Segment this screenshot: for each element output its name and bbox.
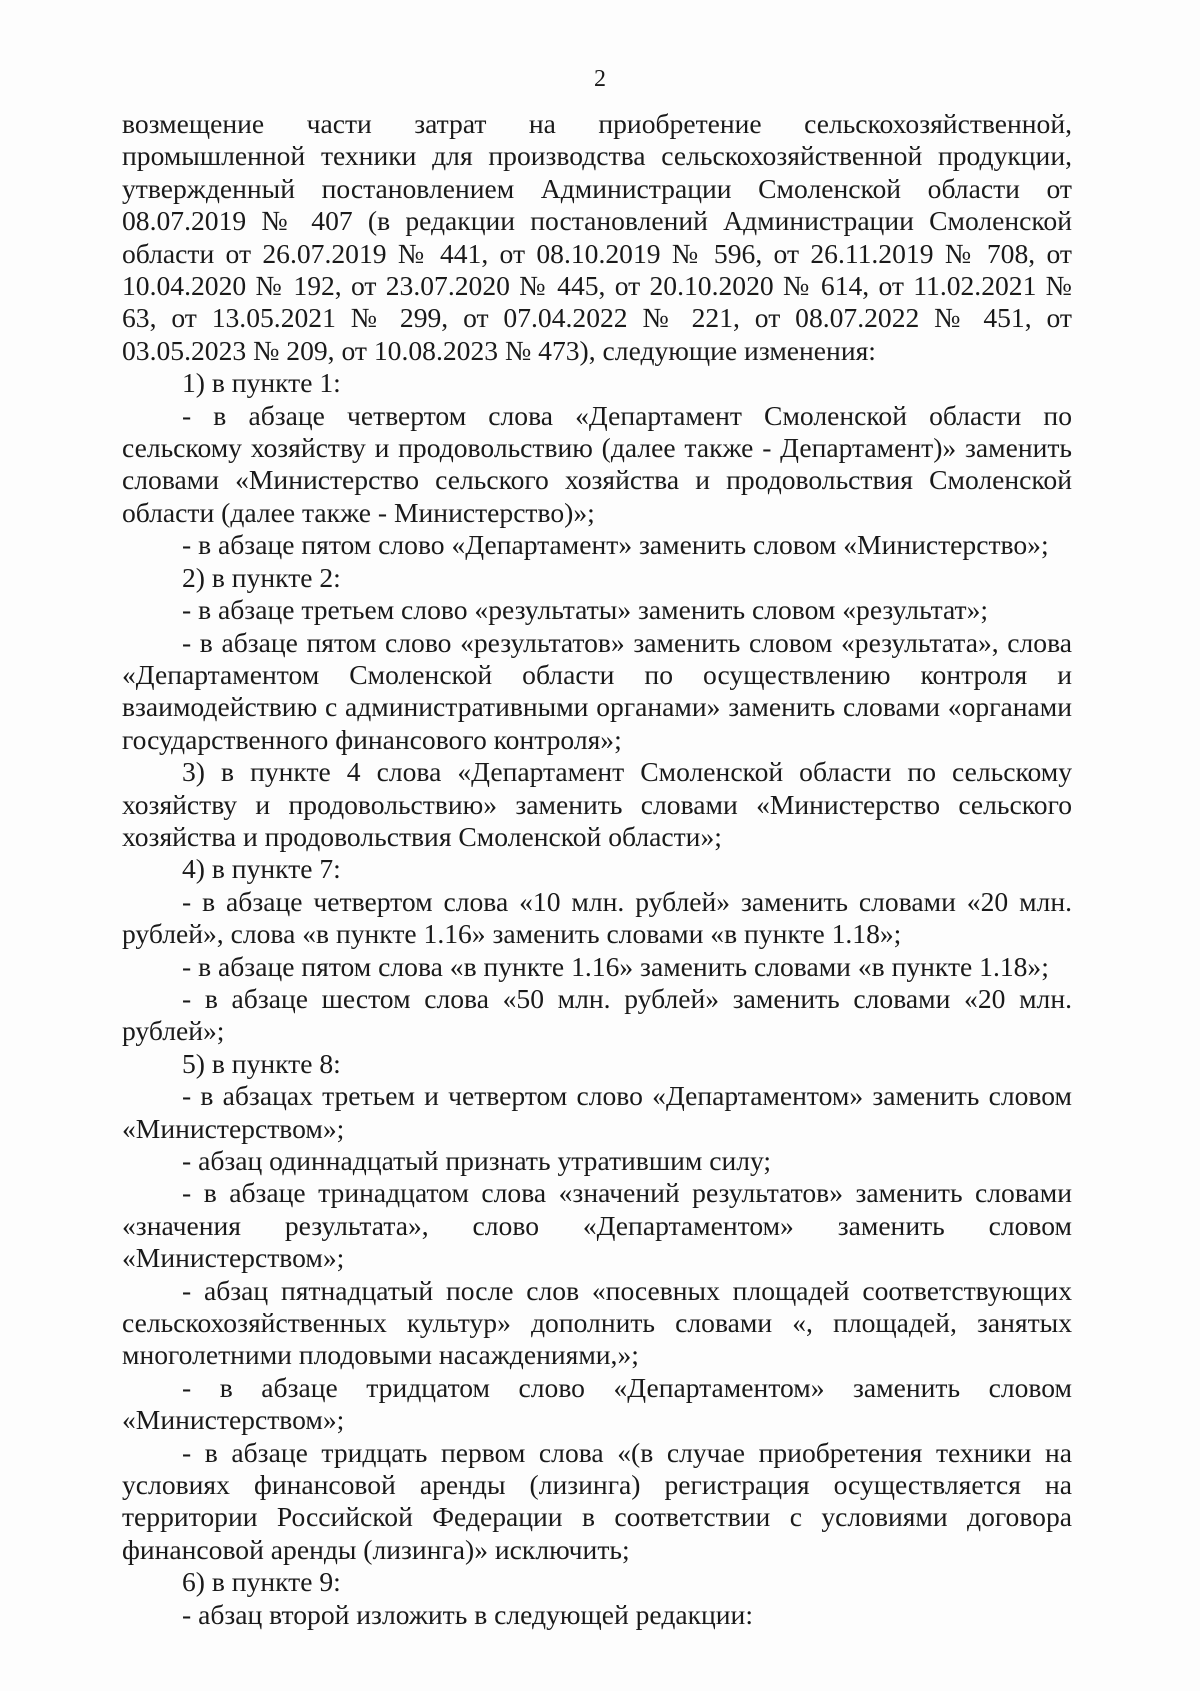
paragraph-item-6-sub-1: - абзац второй изложить в следующей редакции: [182,1598,753,1630]
page-number: 2 [594,66,606,92]
paragraph-item-4-sub-1: - в абзаце четвертом слова «10 млн. рублей» заменить словами «20 млн. рублей», слова «в пункте 1.16» заменить словами «в пункте 1.18»; [122,885,1072,950]
paragraph-item-5-sub-1: - в абзацах третьем и четвертом слово «Департаментом» заменить словом «Министерством»; [122,1080,1072,1144]
paragraph-item-5: 5) в пункте 8: [182,1047,341,1079]
paragraph-preamble: возмещение части затрат на приобретение сельскохозяйственной, промышленной техники для производства сельскохозяйственной продукции, утвержденный постановлением Администрации Смоленской области от 08.07.2019 № 407 (в редакции постановлений Администрации Смоленской области от 26.07.2019 № 441, от 08.10.2019 № 596, от 26.11.2019 № 708, от 10.04.2020 № 192, от 23.07.2020 № 445, от 20.10.2020 № 614, от 11.02.2021 № 63, от 13.05.2021 № 299, от 07.04.2022 № 221, от 08.07.2022 № 451, от 03.05.2023 № 209, от 10.08.2023 № 473), следующие изменения: [122,108,1072,366]
paragraph-item-2-sub-2: - в абзаце пятом слово «результатов» заменить словом «результата», слова «Департаментом Смоленской области по осуществлению контроля и взаимодействию с административными органами» заменить словами «органами государственного финансового контроля»; [122,626,1072,755]
paragraph-item-1-sub-2: - в абзаце пятом слово «Департамент» заменить словом «Министерство»; [182,529,1049,561]
paragraph-item-5-sub-3: - в абзаце тринадцатом слова «значений результатов» заменить словами «значения результата», слово «Департаментом» заменить словом «Министерством»; [122,1177,1072,1274]
paragraph-item-1: 1) в пункте 1: [182,367,341,399]
paragraph-item-5-sub-6: - в абзаце тридцать первом слова «(в случае приобретения техники на условиях финансовой аренды (лизинга) регистрация осуществляется на территории Российской Федерации в соответствии с условиями договора финансовой аренды (лизинга)» исключить; [122,1436,1072,1565]
paragraph-item-2: 2) в пункте 2: [182,561,341,593]
paragraph-item-4-sub-2: - в абзаце пятом слова «в пункте 1.16» заменить словами «в пункте 1.18»; [182,950,1049,982]
paragraph-item-3: 3) в пункте 4 слова «Департамент Смоленской области по сельскому хозяйству и продовольствию» заменить словами «Министерство сельского хозяйства и продовольствия Смоленской области»; [122,756,1072,852]
paragraph-item-5-sub-2: - абзац одиннадцатый признать утратившим силу; [182,1145,772,1176]
paragraph-item-4: 4) в пункте 7: [182,853,341,885]
paragraph-item-4-sub-3: - в абзаце шестом слова «50 млн. рублей» заменить словами «20 млн. рублей»; [122,982,1072,1047]
paragraph-item-5-sub-5: - в абзаце тридцатом слово «Департаментом» заменить словом «Министерством»; [122,1371,1072,1436]
paragraph-item-2-sub-1: - в абзаце третьем слово «результаты» заменить словом «результат»; [182,594,989,626]
paragraph-item-1-sub-1: - в абзаце четвертом слова «Департамент Смоленской области по сельскому хозяйству и продовольствию (далее также - Департамент)» заменить словами «Министерство сельского хозяйства и продовольствия Смоленской области (далее также - Министерство)»; [122,399,1072,528]
paragraph-item-5-sub-4: - абзац пятнадцатый после слов «посевных площадей соответствующих сельскохозяйственных культур» дополнить словами «, площадей, занятых многолетними плодовыми насаждениями,»; [122,1274,1072,1371]
paragraph-item-6: 6) в пункте 9: [182,1566,341,1598]
document-body [122,108,1072,1631]
